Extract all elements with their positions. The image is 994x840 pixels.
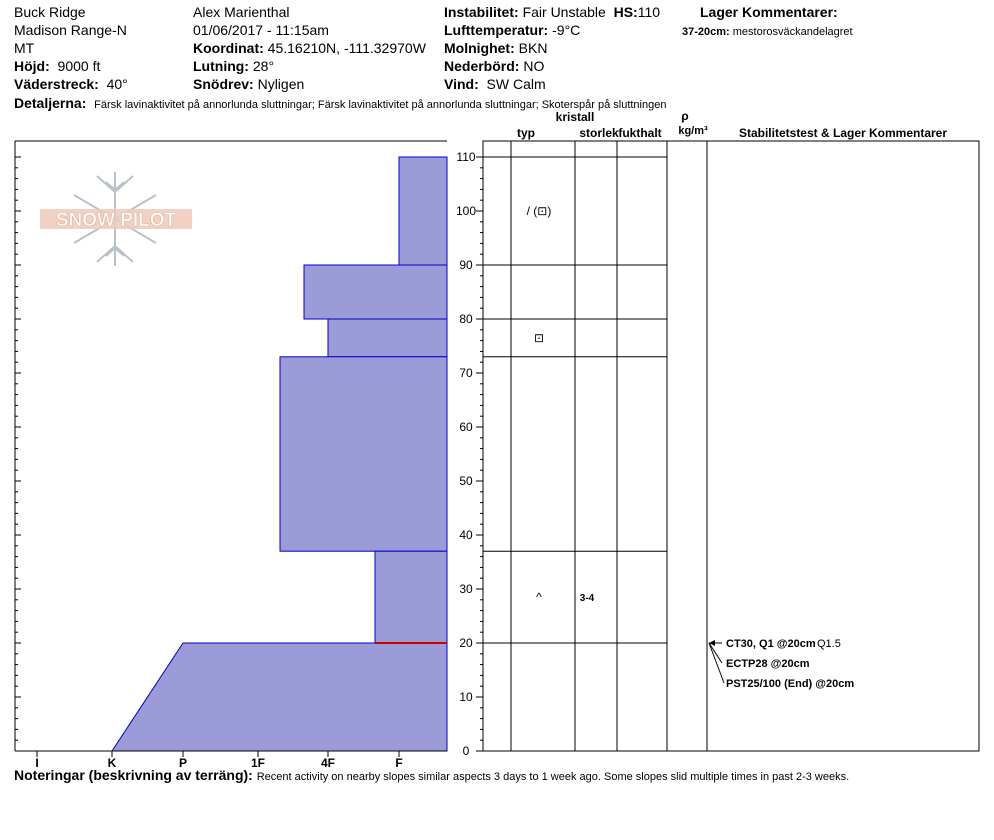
grain-cells bbox=[527, 204, 595, 604]
precip-label: Nederbörd: bbox=[444, 58, 520, 74]
stability-tests bbox=[709, 638, 854, 690]
observer-name: Alex Marienthal bbox=[193, 4, 290, 20]
stability-test: ECTP28 @20cm bbox=[726, 658, 810, 670]
wind-value: SW Calm bbox=[486, 76, 546, 92]
hardness-layer bbox=[399, 157, 447, 265]
depth-tick-label: 110 bbox=[456, 150, 476, 164]
layer-comment-text: mestorosväckandelagret bbox=[732, 26, 853, 38]
slope-value: 28° bbox=[252, 58, 275, 74]
sky-value: BKN bbox=[518, 40, 548, 56]
hardness-tick-label: F bbox=[395, 756, 403, 770]
depth-tick-label: 80 bbox=[459, 312, 473, 326]
mountain-range: Madison Range-N bbox=[14, 22, 127, 38]
coordinates-label: Koordinat: bbox=[193, 40, 264, 56]
aspect-value: 40° bbox=[106, 76, 128, 92]
col-type-header: typ bbox=[517, 126, 535, 140]
col-stability-header: Stabilitetstest & Lager Kommentarer bbox=[738, 126, 948, 140]
terrain-notes bbox=[14, 767, 849, 785]
depth-tick-label: 20 bbox=[459, 636, 473, 650]
hardness-tick-label: 1F bbox=[250, 756, 266, 770]
details-text: Färsk lavinaktivitet på annorlunda sluttningar; Färsk lavinaktivitet på annorlunda sluttningar; Skoterspår på sluttningen bbox=[94, 99, 667, 111]
depth-tick-label: 70 bbox=[459, 366, 473, 380]
hardness-profile bbox=[112, 157, 447, 751]
depth-tick-label: 10 bbox=[459, 690, 473, 704]
slope-label: Lutning: bbox=[193, 58, 249, 74]
hardness-layer bbox=[304, 265, 447, 319]
location-name: Buck Ridge bbox=[14, 4, 86, 20]
instability-label: Instabilitet: bbox=[444, 4, 519, 20]
hardness-layer bbox=[280, 357, 447, 551]
stability-test: CT30, Q1 @20cm bbox=[726, 638, 816, 650]
hs-value: 110 bbox=[637, 4, 661, 20]
col-moisture-header: fukthalt bbox=[618, 126, 662, 140]
air-temp-label: Lufttemperatur: bbox=[444, 22, 549, 38]
sky-label: Molnighet: bbox=[444, 40, 515, 56]
depth-tick-label: 0 bbox=[462, 744, 470, 758]
instability-value: Fair Unstable bbox=[522, 4, 606, 20]
depth-tick-label: 60 bbox=[459, 420, 473, 434]
precip-value: NO bbox=[523, 58, 545, 74]
depth-tick-label: 90 bbox=[459, 258, 473, 272]
layer-table bbox=[483, 109, 979, 751]
depth-tick-label: 50 bbox=[459, 474, 473, 488]
aspect-label: Väderstreck: bbox=[14, 76, 99, 92]
col-rho-header: ρ bbox=[681, 109, 689, 123]
observation-datetime: 01/06/2017 - 11:15am bbox=[193, 22, 329, 38]
details-label: Detaljerna: bbox=[14, 95, 87, 111]
stability-test-extra: Q1.5 bbox=[817, 638, 841, 650]
wind-loading-label: Snödrev: bbox=[193, 76, 254, 92]
layer-comments-label: Lager Kommentarer: bbox=[700, 4, 838, 20]
grain-type: ^ bbox=[536, 590, 542, 605]
layer-comment-depth: 37-20cm: bbox=[682, 26, 730, 38]
col-density-unit: kg/m³ bbox=[678, 125, 708, 137]
grain-type: ⊡ bbox=[533, 330, 545, 345]
air-temp-value: -9°C bbox=[552, 22, 581, 38]
left-depth-ticks bbox=[15, 157, 21, 751]
hardness-tick-label: P bbox=[178, 756, 188, 770]
coordinates-value: 45.16210N, -111.32970W bbox=[267, 40, 426, 56]
depth-tick-label: 30 bbox=[459, 582, 473, 596]
hardness-layer bbox=[375, 551, 447, 643]
grain-size: 3-4 bbox=[579, 593, 595, 605]
hardness-tick-label: 4F bbox=[320, 756, 336, 770]
wind-label: Vind: bbox=[444, 76, 479, 92]
depth-tick-label: 40 bbox=[459, 528, 473, 542]
depth-axis bbox=[456, 141, 483, 758]
snowpilot-logo bbox=[40, 172, 192, 266]
hs-label: HS: bbox=[613, 4, 638, 20]
logo-text: SNOW PILOT bbox=[55, 210, 177, 231]
col-size-header: storlek bbox=[579, 126, 619, 140]
stability-test: PST25/100 (End) @20cm bbox=[726, 678, 855, 690]
depth-tick-label: 100 bbox=[455, 204, 477, 218]
grain-type: / (⊡) bbox=[526, 204, 552, 218]
notes-text: Recent activity on nearby slopes similar aspects 3 days to 1 week ago. Some slopes slid multiple times in past 2-3 weeks. bbox=[256, 771, 850, 783]
elevation-value: 9000 ft bbox=[57, 58, 101, 74]
elevation-label: Höjd: bbox=[14, 58, 50, 74]
hardness-layer bbox=[112, 643, 447, 751]
hardness-tick-label: I bbox=[35, 756, 39, 770]
hardness-tick-label: K bbox=[107, 756, 117, 770]
col-crystal-header: kristall bbox=[555, 110, 595, 124]
wind-loading-value: Nyligen bbox=[257, 76, 305, 92]
state: MT bbox=[14, 40, 35, 56]
hardness-layer bbox=[328, 319, 447, 357]
notes-label: Noteringar (beskrivning av terräng): bbox=[14, 767, 253, 783]
